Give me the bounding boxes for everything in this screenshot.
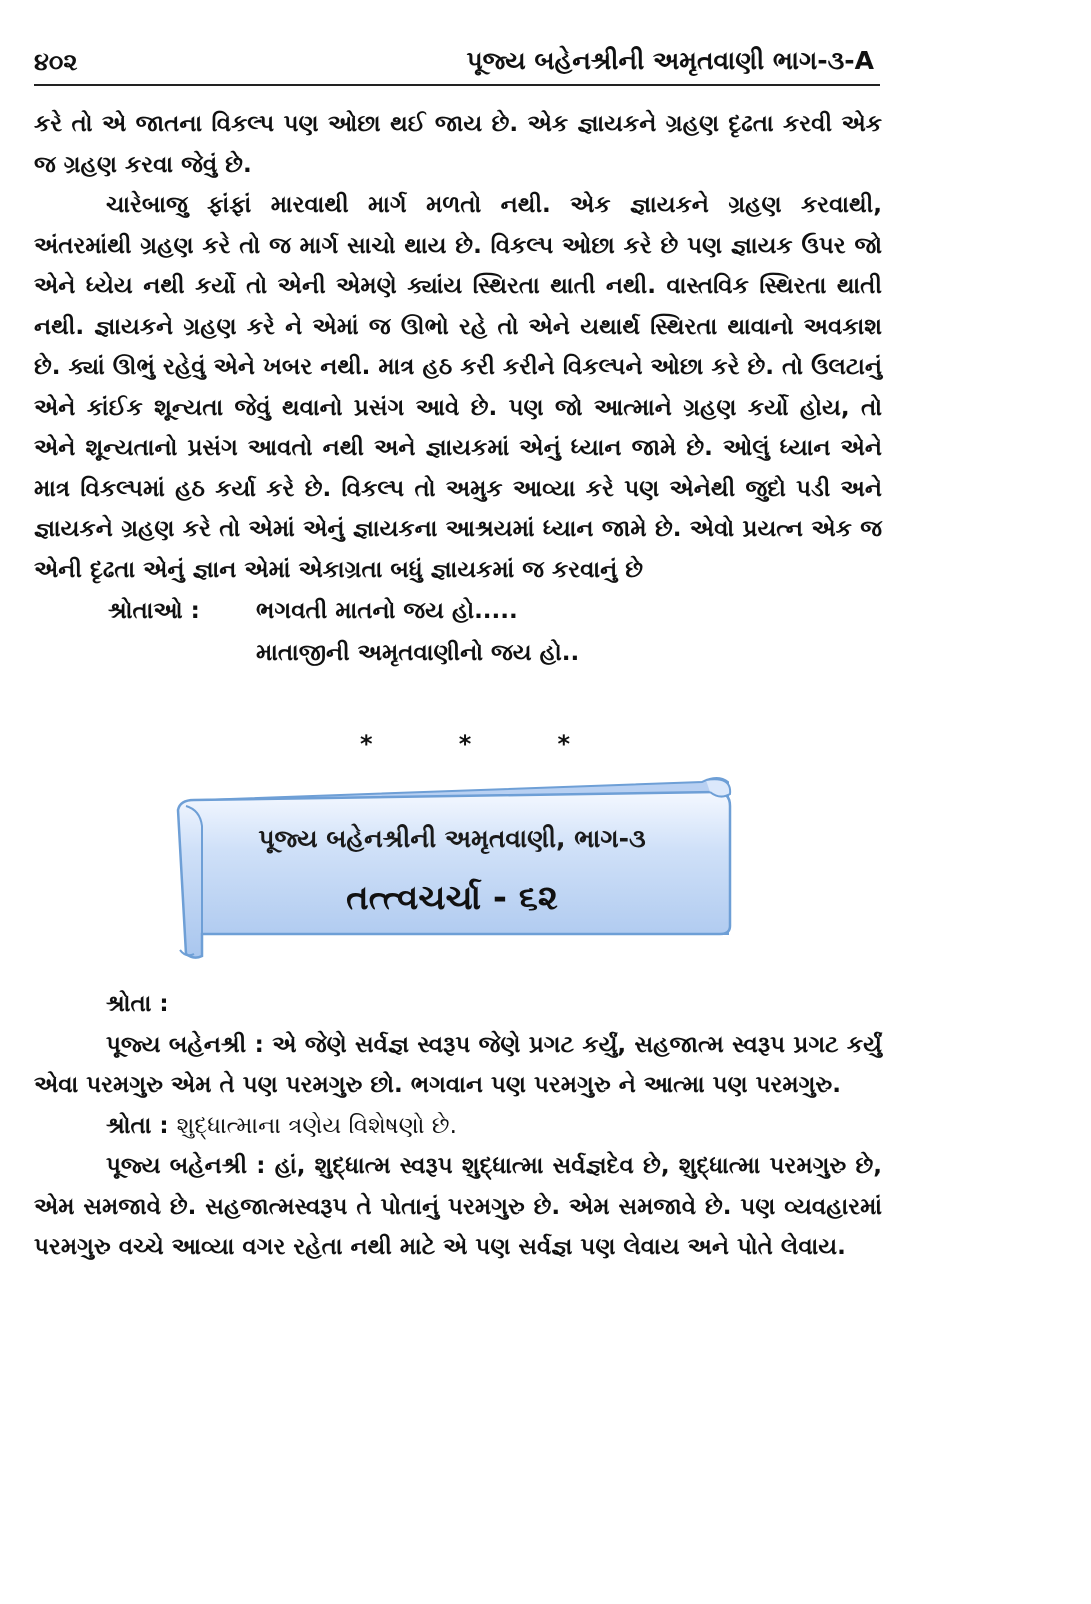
speaker-label: પૂજ્ય બહેનશ્રી : — [106, 1153, 266, 1179]
speaker-label: પૂજ્ય બહેનશ્રી : — [106, 1031, 264, 1058]
question-text: શુદ્ધાત્માના ત્રણેય વિશેષણો છે. — [176, 1112, 457, 1139]
body-text — [34, 104, 882, 674]
question-1 — [34, 984, 882, 1025]
question-2 — [34, 1106, 882, 1147]
page-header — [34, 44, 880, 86]
dialog-line-2: માતાજીની અમૃતવાણીનો જય હો.. — [256, 640, 580, 666]
scroll-graphic — [172, 770, 738, 964]
dialog-row — [34, 590, 882, 632]
running-title: પૂજ્ય બહેનશ્રીની અમૃતવાણી ભાગ-૩-A — [466, 46, 874, 75]
dialogue-section — [34, 984, 882, 1268]
scroll-banner — [172, 770, 738, 964]
answer-1 — [34, 1025, 882, 1106]
answer-2 — [34, 1146, 882, 1268]
banner-heading: તત્ત્વચર્ચા - ૬૨ — [346, 878, 558, 918]
dialog-speaker: શ્રોતાઓ : — [108, 598, 200, 624]
speaker-label: શ્રોતા : — [106, 1112, 169, 1139]
dialog-row-continued — [34, 632, 882, 674]
separator-star: * — [458, 730, 472, 758]
page-number: ૪૦૨ — [34, 48, 78, 76]
speaker-label: શ્રોતા : — [106, 991, 169, 1017]
separator-star: * — [360, 730, 373, 758]
answer-text: એ જેણે સર્વજ્ઞ સ્વરૂપ જેણે પ્રગટ કર્યું, સહજાત્મ સ્વરૂપ પ્રગટ કર્યું એવા પરમગુરુ એમ તે પણ પરમગુરુ છો. ભગવાન પણ પરમગુરુ ને આત્મા પણ પરમગુરુ. — [34, 1031, 882, 1098]
separator-star: * — [557, 730, 570, 758]
banner-title: પૂજ્ય બહેનશ્રીની અમૃતવાણી, ભાગ-૩ — [258, 824, 646, 853]
dialog-line-1: ભગવતી માતનો જય હો..... — [256, 598, 518, 624]
paragraph-1: કરે તો એ જાતના વિકલ્પ પણ ઓછા થઈ જાય છે. એક જ્ઞાયકને ગ્રહણ દૃઢતા કરવી એક જ ગ્રહણ કરવા જેવું છે. — [34, 111, 882, 178]
paragraph-2: ચારેબાજુ ફાંફાં મારવાથી માર્ગ મળતો નથી. એક જ્ઞાયકને ગ્રહણ કરવાથી, અંતરમાંથી ગ્રહણ કરે તો જ માર્ગ સાચો થાય છે. વિકલ્પ ઓછા કરે છે પણ જ્ઞાયક ઉપર જો એને ધ્યેય નથી કર્યો તો એની એમણે ક્યાંય સ્થિરતા થાતી નથી. વાસ્તવિક સ્થિરતા થાતી નથી. જ્ઞાયકને ગ્રહણ કરે ને એમાં જ ઊભો રહે તો એને યથાર્થ સ્થિરતા થાવાનો અવકાશ છે. ક્યાં ઊભું રહેવું એને ખબર નથી. માત્ર હઠ કરી કરીને વિકલ્પને ઓછા કરે છે. તો ઉલટાનું એને કાંઈક શૂન્યતા જેવું થવાનો પ્રસંગ આવે છે. પણ જો આત્માને ગ્રહણ કર્યો હોય, તો એને શૂન્યતાનો પ્રસંગ આવતો નથી અને જ્ઞાયકમાં એનું ધ્યાન જામે છે. ઓલું ધ્યાન એને માત્ર વિકલ્પમાં હઠ કર્યા કરે છે. વિકલ્પ તો અમુક આવ્યા કરે પણ એનેથી જુદો પડી અને જ્ઞાયકને ગ્રહણ કરે તો એમાં એનું જ્ઞાયકના આશ્રયમાં ધ્યાન જામે છે. એવો પ્રયત્ન એક જ એની દૃઢતા એનું જ્ઞાન એમાં એકાગ્રતા બધું જ્ઞાયકમાં જ કરવાનું છે — [34, 192, 882, 583]
answer-text: હાં, શુદ્ધાત્મ સ્વરૂપ શુદ્ધાત્મા સર્વજ્ઞદેવ છે, શુદ્ધાત્મા પરમગુરુ છે, એમ સમજાવે છે. સહજાત્મસ્વરૂપ તે પોતાનું પરમગુરુ છે. એમ સમજાવે છે. પણ વ્યવહારમાં પરમગુરુ વચ્ચે આવ્યા વગર રહેતા નથી માટે એ પણ સર્વજ્ઞ પણ લેવાય અને પોતે લેવાય. — [34, 1153, 882, 1260]
section-separator — [360, 730, 570, 758]
